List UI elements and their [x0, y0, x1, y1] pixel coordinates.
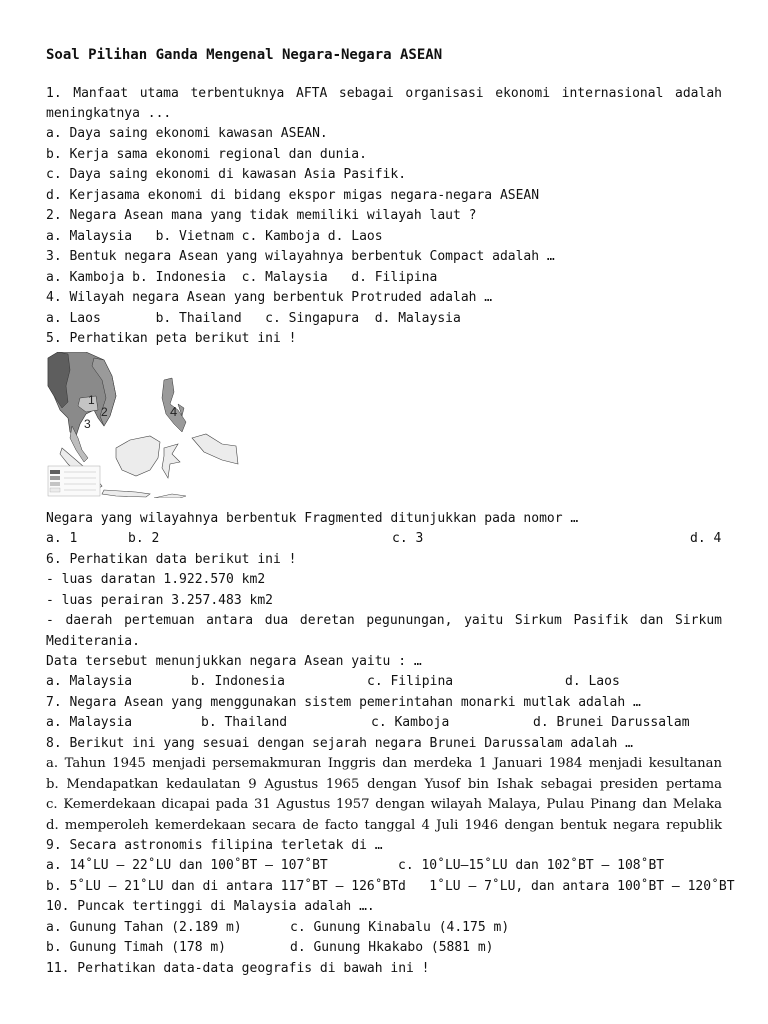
q9-options-row-2 [46, 878, 735, 898]
q5-option-a: a. 1 [46, 531, 78, 546]
q9-option-a: a. 14˚LU – 22˚LU dan 100˚BT – 107˚BT [46, 858, 328, 873]
q6-option-c: c. Filipina [367, 674, 454, 689]
q7-option-c: c. Kamboja [371, 715, 450, 730]
q4-options: a. Laos b. Thailand c. Singapura d. Malaysia [46, 311, 461, 326]
q6-data-2: - luas perairan 3.257.483 km2 [46, 593, 273, 608]
q10-option-c: c. Gunung Kinabalu (4.175 m) [290, 920, 510, 935]
q11-text: 11. Perhatikan data-data geografis di bawah ini ! [46, 961, 430, 976]
q5-option-c: c. 3 [392, 531, 424, 546]
q1-option-b: b. Kerja sama ekonomi regional dan dunia. [46, 147, 367, 162]
q10-option-d: d. Gunung Hkakabo (5881 m) [290, 940, 494, 955]
q9-options-row-1 [46, 857, 722, 877]
q5-option-b: b. 2 [128, 531, 160, 546]
q7-text: 7. Negara Asean yang menggunakan sistem pemerintahan monarki mutlak adalah … [46, 695, 641, 710]
q1-text-cont: meningkatnya ... [46, 106, 172, 121]
map-label-3: 3 [84, 417, 91, 431]
q9-text: 9. Secara astronomis filipina terletak di … [46, 838, 383, 853]
q8-text: 8. Berikut ini yang sesuai dengan sejarah negara Brunei Darussalam adalah … [46, 736, 633, 751]
map-legend [48, 466, 100, 496]
q10-text: 10. Puncak tertinggi di Malaysia adalah …. [46, 899, 375, 914]
q6-data-3: - daerah pertemuan antara dua deretan pegunungan, yaitu Sirkum Pasifik dan Sirkum [46, 613, 722, 628]
q5-question: Negara yang wilayahnya berbentuk Fragmented ditunjukkan pada nomor … [46, 511, 579, 526]
q1-text: 1. Manfaat utama terbentuknya AFTA sebagai organisasi ekonomi internasional adalah [46, 86, 722, 101]
q9-option-c: c. 10˚LU–15˚LU dan 102˚BT – 108˚BT [398, 858, 665, 873]
q10-option-b: b. Gunung Timah (178 m) [46, 940, 227, 955]
q8-option-c: c. Kemerdekaan dicapai pada 31 Agustus 1957 dengan wilayah Malaya, Pulau Pinang dan Melaka [46, 797, 722, 812]
q6-data-3-cont: Mediterania. [46, 634, 140, 649]
q9-option-b: b. 5˚LU – 21˚LU dan di antara 117˚BT – 126˚BT [46, 879, 399, 894]
southeast-asia-map [46, 352, 242, 498]
q6-option-a: a. Malaysia [46, 674, 133, 689]
q6-data-1: - luas daratan 1.922.570 km2 [46, 572, 266, 587]
q3-text: 3. Bentuk negara Asean yang wilayahnya berbentuk Compact adalah … [46, 249, 555, 264]
map-label-4: 4 [170, 404, 178, 419]
q10-option-a: a. Gunung Tahan (2.189 m) [46, 920, 242, 935]
q5-options [46, 530, 722, 550]
document-title: Soal Pilihan Ganda Mengenal Negara-Negara ASEAN [46, 47, 443, 63]
q10-options-row-2 [46, 939, 722, 959]
q1-option-c: c. Daya saing ekonomi di kawasan Asia Pasifik. [46, 167, 407, 182]
q6-text: 6. Perhatikan data berikut ini ! [46, 552, 297, 567]
q6-option-b: b. Indonesia [191, 674, 285, 689]
q2-options: a. Malaysia b. Vietnam c. Kamboja d. Laos [46, 229, 383, 244]
q2-text: 2. Negara Asean mana yang tidak memiliki wilayah laut ? [46, 208, 477, 223]
q9-option-d: d 1˚LU – 7˚LU, dan antara 100˚BT – 120˚BT [398, 879, 735, 894]
q1-option-a: a. Daya saing ekonomi kawasan ASEAN. [46, 126, 328, 141]
q3-options: a. Kamboja b. Indonesia c. Malaysia d. Filipina [46, 270, 438, 285]
q7-option-d: d. Brunei Darussalam [533, 715, 690, 730]
q7-option-b: b. Thailand [201, 715, 288, 730]
q6-question: Data tersebut menunjukkan negara Asean yaitu : … [46, 654, 422, 669]
map-label-1: 1 [88, 393, 95, 407]
q8-option-b: b. Mendapatkan kedaulatan 9 Agustus 1965 dengan Yusof bin Ishak sebagai presiden pertama [46, 777, 722, 792]
q6-option-d: d. Laos [565, 674, 620, 689]
q7-option-a: a. Malaysia [46, 715, 133, 730]
q8-option-d: d. memperoleh kemerdekaan secara de facto tanggal 4 Juli 1946 dengan bentuk negara republik [46, 818, 722, 833]
q7-options [46, 714, 722, 734]
q1-option-d: d. Kerjasama ekonomi di bidang ekspor migas negara-negara ASEAN [46, 188, 540, 203]
map-label-2: 2 [101, 405, 108, 419]
q5-option-d: d. 4 [690, 531, 722, 546]
q4-text: 4. Wilayah negara Asean yang berbentuk Protruded adalah … [46, 290, 493, 305]
q8-option-a: a. Tahun 1945 menjadi persemakmuran Inggris dan merdeka 1 Januari 1984 menjadi kesultanan [46, 756, 722, 771]
q10-options-row-1 [46, 919, 722, 939]
q5-text: 5. Perhatikan peta berikut ini ! [46, 331, 297, 346]
q6-options [46, 673, 722, 693]
